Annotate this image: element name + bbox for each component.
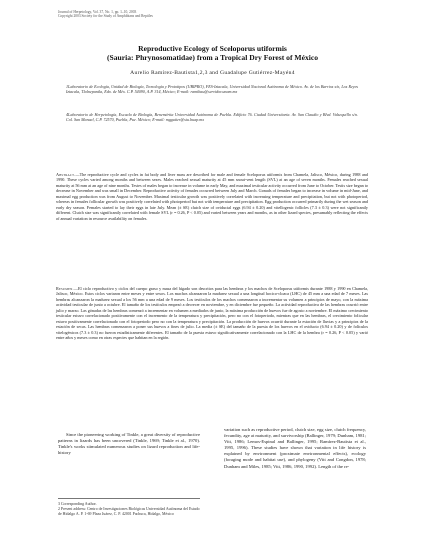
paper-title: [40, 44, 385, 63]
footnote-present-address: 2 Present address: Centro de Investigaciones Biológicas Universidad Autónoma del Estado de Hidalgo A. P. 1-69 Plaza Juárez, C. P. 42001 Pachuca, Hidalgo, México: [58, 507, 200, 516]
affiliation-1: 1Laboratorio de Ecología, Unidad de Biología, Tecnología y Prototipos (UBIPRO), FES-Iztacala, Universidad Nacional Autónoma de México. Av. de los Barrios s/n, Los Reyes Iztacala, Tlalnepantla, Edo. de Méx. C.P. 54090, A.P. 314, México; E-mail: ramibau@servidor.unam.mx: [66, 84, 358, 95]
resumen: [56, 286, 368, 341]
intro-paragraph: Since the pioneering working of Tinkle, a great diversity of reproductive patterns in lizards has been uncovered (Tinkle, 1969; Tinkle et al., 1970). Tinkle's works stimulated numerous studies on lizard reproduction and life-history: [58, 432, 200, 456]
abstract-label: Abstract.: [56, 172, 76, 177]
title-line-1: Reproductive Ecology of Sceloporus utiformis: [138, 44, 287, 53]
abstract: [56, 172, 368, 221]
resumen-text: —El ciclo reproductivo y ciclos del cuerpo graso y masa del hígado son descritos para las hembras y los machos de Sceloporus utiformis durante 1988 y 1990 en Chamela, Jalisco, México. Estos ciclos variaron entre meses y entre sexos. Los machos alcanzaron la madurez sexual a una longitud hocico-cloaca (LHC) de 45 mm a una edad de 7 meses. Las hembras alcanzaron la madurez sexual a los 56 mm a una edad de 9 meses. Los testículos de los machos comenzaron a incrementar su volumen a principios de mayo, con la máxima actividad testicular de junio a octubre. El tamaño de los testículos empezó a decrecer en noviembre, y en diciembre fue pequeño. La actividad reproductiva de las hembras ocurrió entre julio y marzo. Las gónadas de las hembras comenzó a incrementar en volumen a mediados de junio, la máxima producción de huevos fue de agosto a noviembre. El máximo crecimiento testicular estuvo correlacionado positivamente con el incremento de la temperatura y precipitación, pero no con el fotoperiodo, mientras que en las hembras, el crecimiento folicular estuvo positivamente correlacionado con el fotoperiodo pero no con la temperatura y precipitación. La producción de huevos ocurrió durante la estación de lluvias y a principios de la estación de secas. Las hembras comenzaron a poner sus huevos a fines de julio. La media (± SE) del tamaño de la puesta de los huevos en el oviducto (6.94 ± 0.20) y de folículos vitelogénicos (7.3 ± 0.3) no fueron estadísticamente diferentes. El tamaño de la puesta estuvo significativamente correlacionado con la LHC de la hembra (r = 0.26, P < 0.05) y varió entre años y meses como en otras especies que habitan en la región.: [56, 286, 368, 341]
journal-citation: Journal of Herpetology, Vol. 37, No. 1, pp. 1–10, 2003: [58, 10, 137, 14]
journal-header: [58, 10, 218, 19]
footnote-corresponding: 3 Corresponding Author.: [58, 502, 97, 506]
journal-copyright: Copyright 2003 Society for the Study of Amphibians and Reptiles: [58, 14, 153, 19]
body-column-left: [58, 432, 200, 492]
body-column-right: [224, 427, 366, 470]
abstract-text: —The reproductive cycle and cycles in fat body and liver mass are described for male and female Sceloporus utiformis from Chamela, Jalisco, México, during 1988 and 1990. These cycles varied among months and between sexes. Males reached sexual maturity at 45 mm snout-vent length (SVL) at an age of seven months. Females reached sexual maturity at 56 mm at an age of nine months. Testes of males began to increase in volume in early May, and maximal testicular activity occurred from June to October. Testis size began to decrease in November and was small in December. Reproductive activity of females occurred between July and March. Gonads of females began to increase in volume in mid-June, and maximal egg production was from August to November. Maximal testicular growth was positively correlated with increasing temperature and precipitation, but not with photoperiod, whereas in females follicular growth was positively correlated with photoperiod but not with temperature and precipitation. Egg production occurred primarily during the wet season and early dry season. Females started to lay their eggs in late July. Mean (± SE) clutch size of oviductal eggs (6.94 ± 0.20) and vitellogenic follicles (7.3 ± 0.3) were not significantly different. Clutch size was significantly correlated with female SVL (r = 0.26, P < 0.05) and varied between years and months, as in other lizard species, presumably reflecting the effects of annual variation in resource availability on females.: [56, 172, 368, 221]
affiliation-2: 4Laboratorio de Herpetología, Escuela de Biología, Benemérita Universidad Autónoma de Puebla. Edificio 76. Ciudad Universitaria. Av. San Claudio y Blvd. Valsequillo s/n. Col. San Manuel, C.P. 72570, Puebla, Pue. México; E-mail: mggutier@siu.buap.mx: [66, 112, 358, 123]
author-list: Aurelio Ramírez-Bautista1,2,3 and Guadalupe Gutiérrez-Mayén4: [130, 70, 295, 76]
title-line-2: (Sauria: Phrynosomatidae) from a Tropical Dry Forest of México: [106, 53, 319, 63]
footnotes: [58, 498, 200, 517]
resumen-label: Resumen.: [56, 286, 74, 291]
intro-continuation: variation such as reproductive period, clutch size, egg size, clutch frequency, fecundity, age at maturity, and survivorship (Ballinger, 1979; Dunham, 1981; Vitt, 1986; Lemos-Espinal and Ballinger, 1995; Ramírez-Bautista et al., 1995, 1996). These studies have shown that variation in life history is explained by environment (proximate environmental effects), ecology (foraging mode and habitat use), and phylogeny (Vitt and Congdon, 1978; Dunham and Miles, 1985; Vitt, 1986, 1990, 1992). Length of the re-: [224, 427, 366, 469]
